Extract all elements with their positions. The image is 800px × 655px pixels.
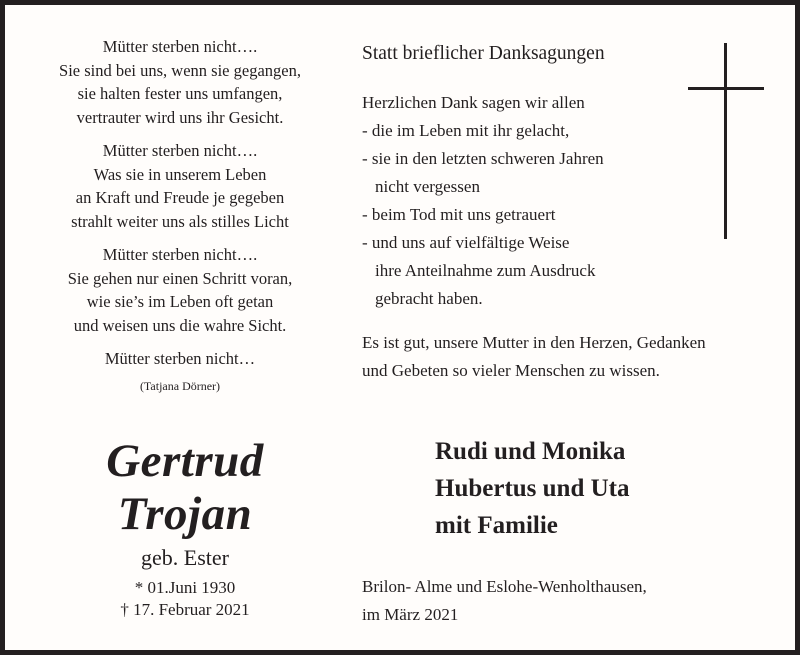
poem-line: strahlt weiter uns als stilles Licht: [71, 211, 289, 231]
poem-line: an Kraft und Freude je gegeben: [75, 188, 285, 207]
family-line: mit Familie: [435, 512, 558, 539]
poem-closing-line: Mütter sterben nicht…: [104, 349, 256, 368]
family-line: Hubertus und Uta: [435, 475, 630, 502]
thanks-line: - sie in den letzten schweren Jahren: [362, 149, 604, 168]
thanks-line: Herzlichen Dank sagen wir allen: [362, 93, 585, 112]
poem-line: und weisen uns die wahre Sicht.: [73, 315, 287, 335]
poem-line: wie sie’s im Leben oft getan: [86, 292, 274, 311]
thanks-closing: [362, 329, 782, 385]
thanks-line: gebracht haben.: [375, 289, 483, 308]
poem-stanza-2: [15, 139, 345, 233]
poem-line: Sie gehen nur einen Schritt voran,: [67, 268, 293, 288]
thanks-heading: Statt brieflicher Danksagungen: [362, 43, 605, 64]
thanks-line: nicht vergessen: [375, 177, 480, 196]
deceased-info: [15, 435, 355, 621]
thanks-line: - die im Leben mit ihr gelacht,: [362, 121, 570, 140]
poem-line: Sie sind bei uns, wenn sie gegangen,: [59, 60, 301, 80]
poem-line: sie halten fester uns umfangen,: [77, 84, 283, 103]
poem-line: vertrauter wird uns ihr Gesicht.: [76, 107, 284, 127]
family-names: [435, 433, 630, 544]
poem-line: Mütter sterben nicht….: [102, 37, 258, 56]
poem-author: (Tatjana Dörner): [139, 379, 221, 393]
poem-line: Mütter sterben nicht….: [102, 141, 258, 160]
poem-line: Mütter sterben nicht….: [102, 245, 258, 264]
thanks-line: ihre Anteilnahme zum Ausdruck: [375, 261, 596, 280]
thanks-line: - und uns auf vielfältige Weise: [362, 233, 570, 252]
date-line: im März 2021: [362, 605, 459, 624]
cross-icon: [688, 43, 764, 239]
closing-line: und Gebeten so vieler Menschen zu wissen.: [362, 361, 660, 380]
birth-date: * 01.Juni 1930: [134, 578, 236, 597]
thanks-line: - beim Tod mit uns getrauert: [362, 205, 556, 224]
maiden-name: geb. Ester: [141, 545, 229, 570]
death-date: † 17. Februar 2021: [120, 600, 250, 619]
closing-line: Es ist gut, unsere Mutter in den Herzen, Gedanken: [362, 333, 706, 352]
deceased-first-name: Gertrud: [106, 435, 264, 487]
poem-stanza-1: [15, 35, 345, 129]
poem: [15, 35, 345, 394]
poem-line: Was sie in unserem Leben: [93, 164, 267, 184]
place-line: Brilon- Alme und Eslohe-Wenholthausen,: [362, 577, 647, 596]
poem-stanza-3: [15, 243, 345, 337]
place-and-date: [362, 573, 647, 629]
deceased-last-name: Trojan: [117, 488, 253, 540]
family-line: Rudi und Monika: [435, 438, 626, 465]
